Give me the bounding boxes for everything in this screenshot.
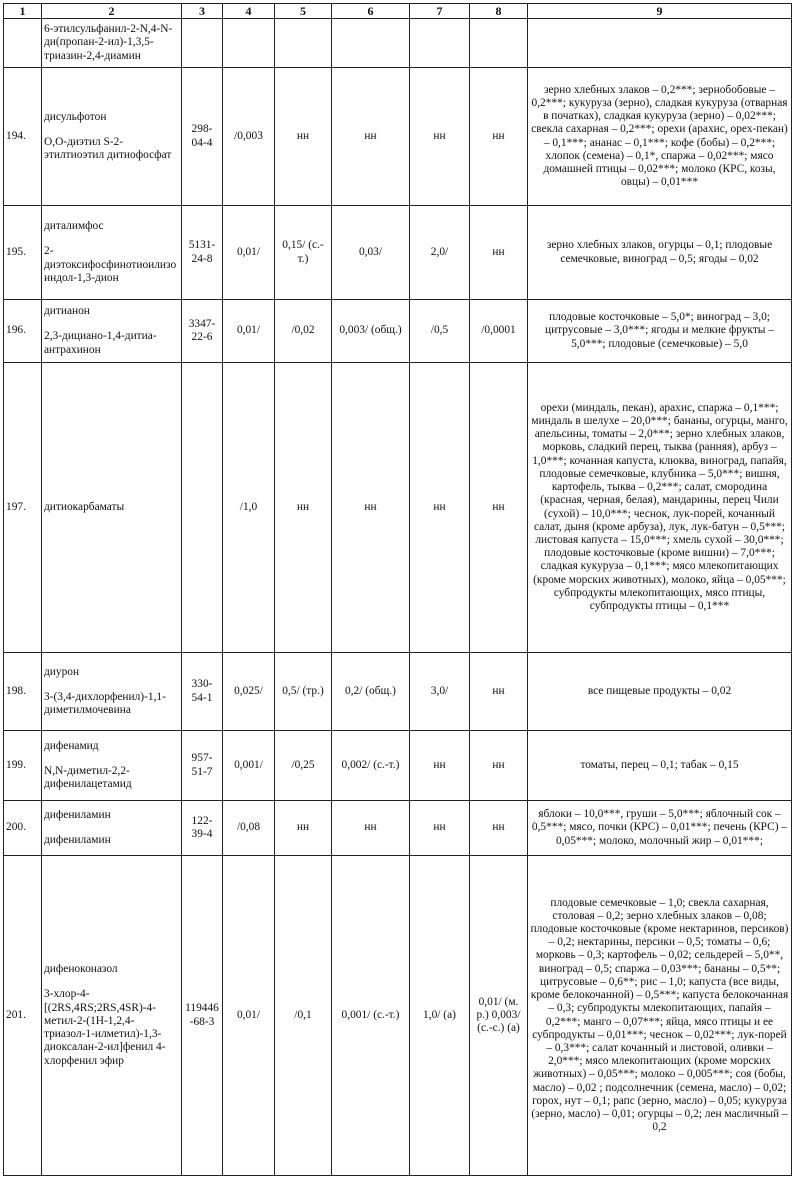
substance-name: дитиокарбаматы	[44, 500, 125, 513]
value-col8: нн	[470, 363, 528, 653]
value-col5: нн	[275, 801, 332, 856]
value-col5: /0,25	[275, 731, 332, 801]
table-row	[4, 206, 792, 300]
value-col7	[410, 19, 470, 68]
value-col6: нн	[332, 801, 410, 856]
value-col7: нн	[410, 363, 470, 653]
substance-name: диурон	[44, 665, 80, 678]
row-number: 195.	[4, 206, 42, 300]
value-col5: /0,02	[275, 300, 332, 363]
substance-cell	[42, 653, 182, 731]
pesticide-regulation-table	[3, 3, 792, 1176]
food-residue-limits: плодовые косточковые – 5,0*; виноград – 3,0; цитрусовые – 3,0***; ягоды и мелкие фрукты – 5,0***; плодовые (семечковые) – 5,0	[528, 300, 792, 363]
chemical-name: 2-диэтоксифосфинотиоилизоиндол-1,3-дион	[44, 245, 177, 284]
table-row	[4, 731, 792, 801]
value-col4: 0,025/	[223, 653, 275, 731]
column-header-row	[4, 4, 792, 19]
food-residue-limits: зерно хлебных злаков – 0,2***; зернобобовые – 0,2***; кукуруза (зерно), сладкая кукуруза (отварная в початках), сладкая кукуруза (зерно) – 0,02***; свекла сахарная – 0,2***; орехи (арахис, орех-пекан) – 0,1***; ананас – 0,1***; кофе (бобы) – 0,2***; хлопок (семена) – 0,1*, спаржа – 0,02***; мясо домашней птицы – 0,02***; молоко (КРС, козы, овцы) – 0,01***	[528, 68, 792, 206]
value-col6: 0,001/ (с.-т.)	[332, 856, 410, 1176]
substance-name: дифеноконазол	[44, 963, 118, 976]
cas-number	[182, 363, 223, 653]
value-col5: 0,5/ (тр.)	[275, 653, 332, 731]
value-col7: /0,5	[410, 300, 470, 363]
value-col6	[332, 19, 410, 68]
column-header-1: 1	[4, 4, 42, 19]
value-col8: /0,0001	[470, 300, 528, 363]
column-header-2: 2	[42, 4, 182, 19]
cas-number: 330-54-1	[182, 653, 223, 731]
value-col4: 0,01/	[223, 300, 275, 363]
cas-number: 3347-22-6	[182, 300, 223, 363]
substance-name: диталимфос	[44, 220, 104, 233]
cas-number: 122-39-4	[182, 801, 223, 856]
value-col8: нн	[470, 653, 528, 731]
value-col7: 3,0/	[410, 653, 470, 731]
substance-name: дитианон	[44, 305, 90, 318]
food-residue-limits: плодовые семечковые – 1,0; свекла сахарная, столовая – 0,2; зерно хлебных злаков – 0,08; плодовые косточковые (кроме нектаринов, персиков) – 0,2; нектарины, персики – 0,5; томаты – 0,6; морковь – 0,3; картофель – 0,02; сельдерей – 5,0**, виноград – 0,5; спаржа – 0,03***; бананы – 0,5**; цитрусовые – 0,6**; рис – 1,0; капуста (все виды, кроме белокочанной) – 0,5***; капуста белокочанная – 0,3; субпродукты млекопитающих, папайя – 0,2***; манго – 0,07***; яйца, мясо птицы и ее субпродукты – 0,01***; чеснок – 0,02***; лук-порей – 0,3***; салат кочанный и листовой, оливки – 2,0***; мясо млекопитающих (кроме морских животных) – 0,05***; молоко – 0,005***; соя (бобы, масло) – 0,02 ; подсолнечник (семена, масло) – 0,02; горох, нут – 0,1; рапс (зерно, масло) – 0,05; кукуруза (зерно, масло) – 0,01; огурцы – 0,2; лен масличный – 0,2	[528, 856, 792, 1176]
substance-cell	[42, 801, 182, 856]
value-col4: 0,01/	[223, 856, 275, 1176]
chemical-name: 6-этилсульфанил-2-N,4-N-ди(пропан-2-ил)-1,3,5-триазин-2,4-диамин	[44, 23, 173, 62]
value-col7: 2,0/	[410, 206, 470, 300]
row-number: 197.	[4, 363, 42, 653]
row-number: 198.	[4, 653, 42, 731]
food-residue-limits: все пищевые продукты – 0,02	[528, 653, 792, 731]
table-row	[4, 68, 792, 206]
food-residue-limits: орехи (миндаль, пекан), арахис, спаржа – 0,1***; миндаль в шелухе – 20,0***; бананы, огурцы, манго, апельсины, томаты – 2,0***; зерно хлебных злаков, морковь, сладкий перец, тыква (ранняя), арбуз – 1,0***; кочанная капуста, клюква, виноград, папайя, плодовые семечковые, клубника – 5,0***; вишня, картофель, тыква – 0,2***; салат, смородина (красная, черная, белая), мандарины, перец Чили (сухой) – 10,0***; чеснок, лук-порей, кочанный салат, дыня (кроме арбуза), лук, лук-батун – 0,5***; листовая капуста – 15,0***; хмель сухой – 30,0***; плодовые косточковые (кроме вишни) – 7,0***; сладкая кукуруза – 0,1***; мясо млекопитающих (кроме морских животных), молоко, яйца – 0,05***; субпродукты млекопитающих, мясо птицы, субпродукты птицы – 0,1***	[528, 363, 792, 653]
food-residue-limits: томаты, перец – 0,1; табак – 0,15	[528, 731, 792, 801]
substance-cell	[42, 363, 182, 653]
row-number: 201.	[4, 856, 42, 1176]
food-residue-limits	[528, 19, 792, 68]
row-number: 194.	[4, 68, 42, 206]
substance-cell	[42, 206, 182, 300]
row-number: 196.	[4, 300, 42, 363]
chemical-name: 3-хлор-4-[(2RS,4RS;2RS,4SR)-4-метил-2-(1H-1,2,4-триазол-1-илметил)-1,3-диоксалан-2-ил]фенил 4-хлорфенил эфир	[44, 988, 166, 1067]
value-col5: нн	[275, 363, 332, 653]
value-col6: нн	[332, 68, 410, 206]
value-col4: 0,01/	[223, 206, 275, 300]
value-col4: /1,0	[223, 363, 275, 653]
value-col6: 0,03/	[332, 206, 410, 300]
value-col5: нн	[275, 68, 332, 206]
table-row	[4, 801, 792, 856]
value-col8: 0,01/ (м. р.) 0,003/ (с.-с.) (а)	[470, 856, 528, 1176]
chemical-name: 3-(3,4-дихлорфенил)-1,1-диметилмочевина	[44, 690, 166, 717]
value-col7: 1,0/ (а)	[410, 856, 470, 1176]
column-header-3: 3	[182, 4, 223, 19]
column-header-9: 9	[528, 4, 792, 19]
cas-number	[182, 19, 223, 68]
value-col7: нн	[410, 731, 470, 801]
cas-number: 5131-24-8	[182, 206, 223, 300]
value-col4: /0,003	[223, 68, 275, 206]
value-col6: 0,002/ (с.-т.)	[332, 731, 410, 801]
food-residue-limits: зерно хлебных злаков, огурцы – 0,1; плодовые семечковые, виноград – 0,5; ягоды – 0,02	[528, 206, 792, 300]
substance-name: дифениламин	[44, 808, 111, 821]
value-col5: 0,15/ (с.-т.)	[275, 206, 332, 300]
substance-cell	[42, 300, 182, 363]
chemical-name: О,О-диэтил S-2-этилтиоэтил дитиофосфат	[44, 135, 172, 162]
table-row	[4, 19, 792, 68]
substance-name: дифенамид	[44, 739, 99, 752]
cas-number: 119446-68-3	[182, 856, 223, 1176]
row-number: 199.	[4, 731, 42, 801]
substance-cell	[42, 856, 182, 1176]
value-col8	[470, 19, 528, 68]
substance-name: дисульфотон	[44, 110, 107, 123]
table-row	[4, 856, 792, 1176]
column-header-5: 5	[275, 4, 332, 19]
substance-cell	[42, 68, 182, 206]
cas-number: 298-04-4	[182, 68, 223, 206]
value-col4: 0,001/	[223, 731, 275, 801]
value-col7: нн	[410, 68, 470, 206]
cas-number: 957-51-7	[182, 731, 223, 801]
substance-cell	[42, 19, 182, 68]
value-col4: /0,08	[223, 801, 275, 856]
table-row	[4, 300, 792, 363]
chemical-name: N,N-диметил-2,2-дифенилацетамид	[44, 764, 132, 791]
value-col5: /0,1	[275, 856, 332, 1176]
table-row	[4, 653, 792, 731]
value-col6: 0,2/ (общ.)	[332, 653, 410, 731]
value-col8: нн	[470, 731, 528, 801]
value-col4	[223, 19, 275, 68]
row-number	[4, 19, 42, 68]
value-col5	[275, 19, 332, 68]
value-col8: нн	[470, 206, 528, 300]
food-residue-limits: яблоки – 10,0***, груши – 5,0***; яблочный сок – 0,5***; мясо, почки (КРС) – 0,01***; печень (КРС) – 0,05***; молоко, молочный жир – 0,01***;	[528, 801, 792, 856]
column-header-7: 7	[410, 4, 470, 19]
value-col8: нн	[470, 68, 528, 206]
value-col6: нн	[332, 363, 410, 653]
chemical-name: дифениламин	[44, 834, 111, 846]
value-col6: 0,003/ (общ.)	[332, 300, 410, 363]
column-header-8: 8	[470, 4, 528, 19]
column-header-6: 6	[332, 4, 410, 19]
value-col7: нн	[410, 801, 470, 856]
value-col8: нн	[470, 801, 528, 856]
chemical-name: 2,3-дициано-1,4-дитиа-антрахинон	[44, 330, 157, 356]
substance-cell	[42, 731, 182, 801]
column-header-4: 4	[223, 4, 275, 19]
row-number: 200.	[4, 801, 42, 856]
table-row	[4, 363, 792, 653]
